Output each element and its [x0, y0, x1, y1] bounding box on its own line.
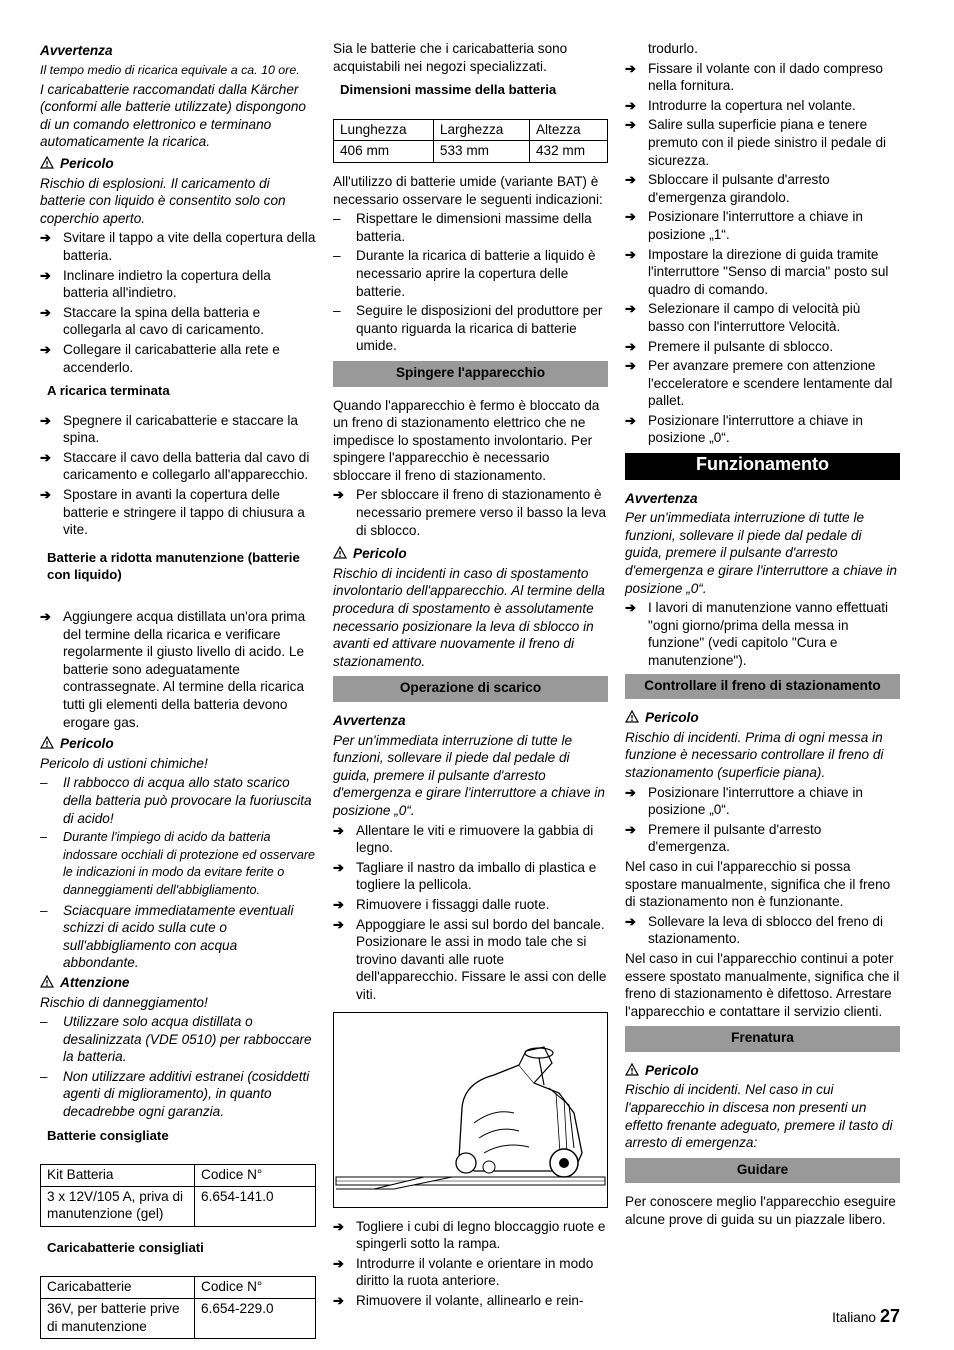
arrow-right-icon: ➔ [333, 487, 344, 503]
step-item [625, 357, 900, 410]
subheading-charge-done: A ricarica terminata [47, 383, 170, 399]
arrow-right-icon: ➔ [625, 97, 636, 113]
table-header: Altezza [529, 119, 607, 141]
step-item [333, 1218, 608, 1253]
section-bar-operation: Funzionamento [625, 453, 900, 480]
step-text: Sollevare la leva di sblocco del freno di stazionamento. [648, 913, 884, 947]
dash-bullet: – [40, 830, 48, 845]
list-item-text: Non utilizzare additivi estranei (cosiddetti agenti di miglioramento), in quanto decadrebbe ogni garanzia. [63, 1068, 310, 1120]
arrow-right-icon: ➔ [625, 358, 636, 374]
step-list [333, 486, 608, 539]
step-text: Appoggiare le assi sul bordo del bancale. Posizionare le assi in modo tale che si trovino davanti alle ruote dell'apparecchio. Fissare le assi con delle viti. [356, 916, 607, 1002]
wet-battery-intro: All'utilizzo di batterie umide (variante BAT) è necessario osservare le seguenti indicazioni: [333, 173, 603, 207]
list-item-text: Il rabbocco di acqua allo stato scarico della batteria può provocare la fuoriuscita di acido! [63, 775, 312, 826]
step-item [40, 486, 316, 539]
list-item-text: Sciacquare immediatamente eventuali schizzi di acido sulla cute o sull'abbigliamento con acqua abbondante. [63, 902, 294, 971]
drive-text: Per conoscere meglio l'apparecchio eseguire alcune prove di guida su un piazzale libero. [625, 1194, 896, 1228]
step-item [625, 97, 900, 115]
list-item [40, 1068, 316, 1121]
step-text: Aggiungere acqua distillata un'ora prima del termine della ricarica e verificare regolarmente il giusto livello di acido. Le batterie sono adeguatamente contrassegnate. Al termine della ricarica tutti gli elementi della batteria devono erogare gas. [63, 609, 306, 730]
battery-table [40, 1164, 316, 1227]
step-item [333, 1255, 608, 1290]
step-text: Togliere i cubi di legno bloccaggio ruote e spingerli sotto la rampa. [356, 1218, 606, 1252]
step-text: Staccare il cavo della batteria dal cavo di caricamento e collegarlo all'apparecchio. [63, 449, 310, 483]
step-item [625, 208, 900, 243]
warning-triangle-icon [40, 736, 54, 749]
danger-text: Rischio di esplosioni. Il caricamento di batterie con liquido è consentito solo con coperchio aperto. [40, 175, 286, 226]
step-text: Spostare in avanti la copertura delle batterie e stringere il tappo di chiusura a vite. [63, 487, 305, 538]
note-heading: Avvertenza [333, 713, 406, 728]
step-text: Fissare il volante con il dado compreso nella fornitura. [648, 60, 883, 94]
arrow-right-icon: ➔ [625, 821, 636, 837]
dash-list [333, 210, 608, 355]
arrow-right-icon: ➔ [625, 913, 636, 929]
step-item [40, 449, 316, 484]
arrow-right-icon: ➔ [333, 859, 344, 875]
step-text: Premere il pulsante di sblocco. [648, 338, 834, 354]
arrow-right-icon: ➔ [333, 1255, 344, 1271]
step-text: Tagliare il nastro da imballo di plastica e togliere la pellicola. [356, 859, 597, 893]
step-item [625, 412, 900, 447]
table-header: Codice N° [195, 1277, 316, 1299]
footer-language: Italiano [832, 1310, 876, 1325]
step-text: Staccare la spina della batteria e collegarla al cavo di caricamento. [63, 304, 264, 338]
subheading-batteries: Batterie consigliate [47, 1127, 169, 1143]
push-text: Quando l'apparecchio è fermo è bloccato da un freno di stazionamento elettrico che ne impedisce lo spostamento involontario. Per spingere l'apparecchio è necessario sbloccare il freno di stazionamento. [333, 397, 600, 483]
list-item-text: Durante la ricarica di batterie a liquido è necessario aprire la copertura delle batterie. [356, 248, 596, 299]
step-text: Spegnere il caricabatterie e staccare la spina. [63, 412, 298, 446]
warning-triangle-icon [625, 1063, 639, 1076]
danger-text: Rischio di incidenti. Prima di ogni messa in funzione è necessario controllare il freno di stazionamento (superficie piana). [625, 729, 884, 780]
step-item [333, 1292, 608, 1310]
list-item [40, 774, 316, 827]
danger-heading: Pericolo [625, 1062, 900, 1080]
dash-bullet: – [333, 248, 341, 264]
note-text: Per un'immediata interruzione di tutte le funzioni, sollevare il piede dal pedale di guida, premere il pulsante d'arresto d'emergenza e girare l'interruttore a chiave in posizione „0“. [625, 510, 897, 596]
list-item-text: Utilizzare solo acqua distillata o desalinizzata (VDE 0510) per rabboccare la batteria. [63, 1014, 312, 1065]
danger-heading: Pericolo [625, 709, 900, 727]
section-bar-braking: Frenatura [625, 1026, 900, 1052]
column-1 [40, 40, 316, 1339]
arrow-right-icon: ➔ [625, 301, 636, 317]
step-text: Rimuovere il volante, allinearlo e rein- [356, 1292, 584, 1308]
step-item [625, 913, 900, 948]
step-item [333, 859, 608, 894]
step-list [333, 1218, 608, 1310]
dimensions-table [333, 119, 608, 163]
list-item [333, 247, 608, 300]
arrow-right-icon: ➔ [333, 1218, 344, 1234]
section-bar-brake-check: Controllare il freno di stazionamento [625, 674, 900, 700]
step-list [625, 913, 900, 948]
step-text: Introdurre la copertura nel volante. [648, 97, 856, 113]
step-text: Posizionare l'interruttore a chiave in posizione „1“. [648, 209, 863, 242]
section-bar-drive: Guidare [625, 1158, 900, 1184]
arrow-right-icon: ➔ [40, 412, 51, 428]
step-item [625, 60, 900, 95]
table-cell: 406 mm [334, 141, 434, 163]
step-item [40, 608, 316, 731]
list-item [40, 1013, 316, 1066]
note-text: Per un'immediata interruzione di tutte le funzioni, sollevare il piede dal pedale di guida, premere il pulsante d'arresto d'emergenza e girare l'interruttore a chiave in posizione „0“. [333, 732, 605, 818]
step-text: Salire sulla superficie piana e tenere premuto con il piede sinistro il pedale di sicurezza. [648, 117, 887, 168]
step-item [625, 338, 900, 356]
step-list [625, 599, 900, 669]
step-text: Rimuovere i fissaggi dalle ruote. [356, 896, 550, 912]
step-item [625, 784, 900, 819]
continued-text: trodurlo. [648, 41, 698, 56]
table-header: Kit Batteria [41, 1165, 195, 1187]
step-text: Posizionare l'interruttore a chiave in posizione „0“. [648, 412, 863, 446]
note-heading: Avvertenza [40, 43, 113, 58]
unloading-illustration [333, 1012, 608, 1208]
dash-bullet: – [40, 902, 48, 918]
step-text: Collegare il caricabatterie alla rete e accenderlo. [63, 341, 280, 375]
arrow-right-icon: ➔ [333, 1292, 344, 1308]
arrow-right-icon: ➔ [625, 784, 636, 800]
step-item [40, 412, 316, 447]
step-item [625, 821, 900, 856]
brake-text-1: Nel caso in cui l'apparecchio si possa spostare manualmente, significa che il freno di stazionamento non è funzionante. [625, 858, 891, 910]
table-cell: 432 mm [529, 141, 607, 163]
step-item [625, 116, 900, 169]
arrow-right-icon: ➔ [40, 304, 51, 320]
step-item [333, 486, 608, 539]
intro-text: Sia le batterie che i caricabatteria sono acquistabili nei negozi specializzati. [333, 41, 568, 74]
dash-bullet: – [40, 775, 48, 791]
arrow-right-icon: ➔ [333, 822, 344, 838]
step-text: Posizionare l'interruttore a chiave in posizione „0“. [648, 784, 863, 818]
step-item [625, 599, 900, 669]
step-text: Allentare le viti e rimuovere la gabbia di legno. [356, 822, 594, 856]
step-text: Svitare il tappo a vite della copertura della batteria. [63, 230, 316, 263]
danger-text: Rischio di incidenti in caso di spostamento involontario dell'apparecchio. Al termine della procedura di spostamento è assolutamente necessario posizionare la leva di sblocco in avanti ed attivare nuovamente il freno di stazionamento. [333, 565, 605, 669]
step-item [625, 171, 900, 206]
dash-bullet: – [333, 211, 341, 227]
table-cell: 3 x 12V/105 A, priva di manutenzione (gel) [41, 1186, 195, 1226]
subheading-chargers: Caricabatterie consigliati [47, 1239, 204, 1255]
table-header: Codice N° [195, 1165, 316, 1187]
warning-triangle-icon [625, 710, 639, 723]
dash-bullet: – [333, 303, 341, 319]
arrow-right-icon: ➔ [625, 117, 636, 133]
dash-list [40, 1013, 316, 1121]
list-item-text: Durante l'impiego di acido da batteria indossare occhiali di protezione ed osservare le indicazioni in modo da evitare ferite o danneggiamenti dell'abbigliamento. [63, 830, 316, 897]
warning-triangle-icon [333, 546, 347, 559]
arrow-right-icon: ➔ [40, 487, 51, 503]
step-text: Per avanzare premere con attenzione l'ecceleratore e scendere lentamente dal pallet. [648, 358, 893, 409]
step-list [40, 229, 316, 376]
arrow-right-icon: ➔ [40, 449, 51, 465]
list-item-text: Seguire le disposizioni del produttore per quanto riguarda la ricarica di batterie umide. [356, 303, 603, 354]
warning-triangle-icon [40, 156, 54, 169]
column-3 [625, 40, 900, 1231]
step-text: Per sbloccare il freno di stazionamento è necessario premere verso il basso la leva di sblocco. [356, 487, 607, 538]
step-list [625, 60, 900, 447]
note-text: I caricabatterie raccomandati dalla Kärcher (conformi alle batterie utilizzate) dispongono di un comando elettronico e terminano automaticamente la ricarica. [40, 81, 306, 150]
table-header: Larghezza [433, 119, 529, 141]
danger-heading: Pericolo [40, 735, 316, 753]
list-item [40, 902, 316, 972]
step-text: Impostare la direzione di guida tramite l'interruttore "Senso di marcia" posto sul quadro di comando. [648, 246, 889, 297]
table-header: Lunghezza [334, 119, 434, 141]
step-text: Premere il pulsante d'arresto d'emergenza. [648, 821, 822, 855]
arrow-right-icon: ➔ [40, 609, 51, 625]
note-heading: Avvertenza [625, 490, 698, 506]
table-cell: 6.654-229.0 [195, 1299, 316, 1339]
charger-table [40, 1276, 316, 1339]
brake-text-2: Nel caso in cui l'apparecchio continui a poter essere spostato manualmente, significa che il freno di stazionamento è difettoso. Arrestare l'apparecchio e contattare il servizio clienti. [625, 950, 900, 1019]
dash-list [40, 774, 316, 972]
arrow-right-icon: ➔ [333, 916, 344, 932]
danger-text: Rischio di incidenti. Nel caso in cui l'apparecchio in discesa non presenti un effetto frenante adeguato, premere il tasto di arresto di emergenza: [625, 1082, 893, 1151]
step-item [625, 246, 900, 299]
arrow-right-icon: ➔ [625, 246, 636, 262]
step-text: Sbloccare il pulsante d'arresto d'emergenza girandolo. [648, 172, 830, 205]
danger-heading: Pericolo [333, 545, 608, 563]
step-text: Introdurre il volante e orientare in modo diritto la ruota anteriore. [356, 1255, 594, 1289]
page-number: 27 [879, 1306, 900, 1326]
arrow-right-icon: ➔ [625, 172, 636, 188]
caution-text: Rischio di danneggiamento! [40, 994, 208, 1010]
arrow-right-icon: ➔ [333, 896, 344, 912]
arrow-right-icon: ➔ [625, 338, 636, 354]
table-cell: 533 mm [433, 141, 529, 163]
step-item [333, 822, 608, 857]
list-item [40, 829, 316, 899]
step-item [40, 267, 316, 302]
step-item [333, 896, 608, 914]
section-bar-unload: Operazione di scarico [333, 676, 608, 702]
table-cell: 6.654-141.0 [195, 1186, 316, 1226]
list-item [333, 302, 608, 355]
column-2 [333, 40, 608, 1311]
list-item [333, 210, 608, 245]
step-item [333, 916, 608, 1004]
subheading-dimensions: Dimensioni massime della batteria [340, 82, 557, 98]
step-list [40, 608, 316, 731]
arrow-right-icon: ➔ [40, 267, 51, 283]
step-item [625, 300, 900, 335]
step-item [40, 304, 316, 339]
scrubber-on-pallet-image [334, 1013, 607, 1207]
table-cell: 36V, per batterie prive di manutenzione [41, 1299, 195, 1339]
arrow-right-icon: ➔ [625, 209, 636, 225]
arrow-right-icon: ➔ [625, 412, 636, 428]
arrow-right-icon: ➔ [40, 341, 51, 357]
arrow-right-icon: ➔ [40, 230, 51, 246]
subheading-low-maintenance: Batterie a ridotta manutenzione (batterie con liquido) [47, 549, 300, 583]
dash-bullet: – [40, 1068, 48, 1084]
step-item [40, 229, 316, 264]
dash-bullet: – [40, 1014, 48, 1030]
danger-text: Pericolo di ustioni chimiche! [40, 755, 208, 771]
step-list [40, 412, 316, 539]
step-list [625, 784, 900, 856]
page-footer [832, 1306, 900, 1327]
table-header: Caricabatterie [41, 1277, 195, 1299]
note-small-text: Il tempo medio di ricarica equivale a ca. 10 ore. [40, 62, 300, 77]
warning-triangle-icon [40, 975, 54, 988]
list-item-text: Rispettare le dimensioni massime della batteria. [356, 211, 592, 244]
caution-heading: Attenzione [40, 974, 316, 992]
step-text: I lavori di manutenzione vanno effettuati "ogni giorno/prima della messa in funzione" (vedi capitolo "Cura e manutenzione"). [648, 600, 889, 668]
step-text: Selezionare il campo di velocità più basso con l'interruttore Velocità. [648, 301, 861, 334]
danger-heading: Pericolo [40, 155, 316, 173]
arrow-right-icon: ➔ [625, 600, 636, 616]
step-item [40, 341, 316, 376]
step-text: Inclinare indietro la copertura della batteria all'indietro. [63, 267, 271, 301]
step-list [333, 822, 608, 1004]
arrow-right-icon: ➔ [625, 60, 636, 76]
section-bar-push: Spingere l'apparecchio [333, 361, 608, 387]
